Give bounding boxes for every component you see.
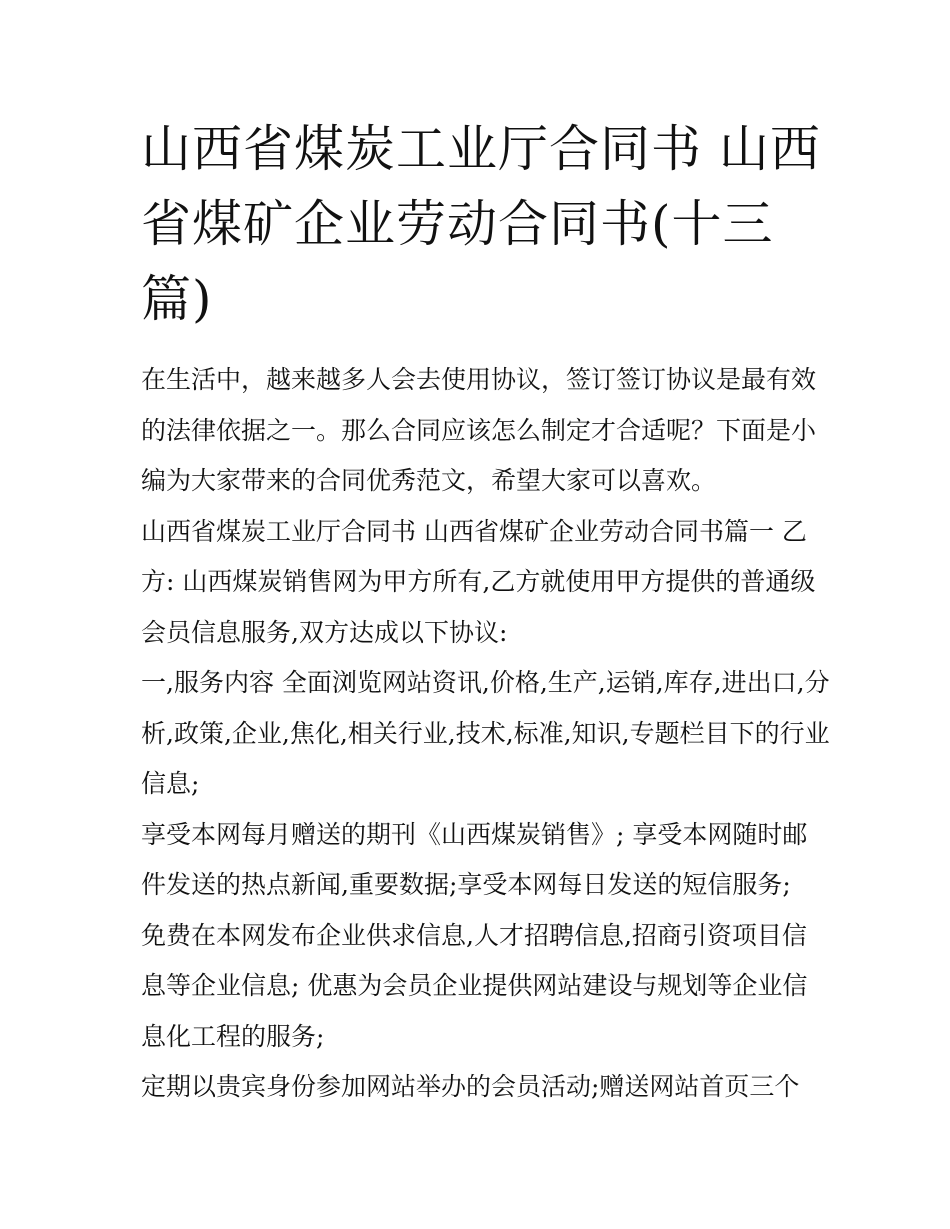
paragraph-free-publishing — [141, 911, 821, 1063]
text-line: 会员信息服务,双方达成以下协议: — [141, 617, 508, 647]
title-line-1: 山西省煤炭工业厅合同书 山西 — [141, 120, 821, 178]
text-line: 享受本网每月赠送的期刊《山西煤炭销售》; 享受本网随时邮 — [141, 819, 808, 849]
paragraph-service-content — [141, 658, 830, 810]
text-line: 在生活中，越来越多人会去使用协议，签订签订协议是最有效 — [141, 365, 817, 394]
text-line: 定期以贵宾身份参加网站举办的会员活动;赠送网站首页三个 — [141, 1072, 800, 1101]
text-line: 免费在本网发布企业供求信息,人才招聘信息,招商引资项目信 — [141, 920, 807, 950]
paragraph-periodical — [141, 810, 821, 911]
paragraph-contract-parties — [141, 507, 821, 659]
paragraph-member-activities — [141, 1062, 821, 1113]
text-line: 息化工程的服务; — [141, 1021, 325, 1051]
text-line: 信息; — [141, 769, 200, 798]
title-line-3: 篇) — [141, 270, 213, 328]
text-line: 析,政策,企业,焦化,相关行业,技术,标准,知识,专题栏目下的行业 — [141, 718, 830, 748]
text-line: 一,服务内容 全面浏览网站资讯,价格,生产,运销,库存,进出口,分 — [141, 668, 830, 697]
text-line: 山西省煤炭工业厅合同书 山西省煤矿企业劳动合同书篇一 乙 — [141, 516, 807, 546]
paragraph-intro — [141, 355, 821, 507]
document-body — [141, 355, 830, 1113]
text-line: 编为大家带来的合同优秀范文，希望大家可以喜欢。 — [141, 466, 717, 495]
document-page — [141, 112, 830, 1113]
text-line: 方: 山西煤炭销售网为甲方所有,乙方就使用甲方提供的普通级 — [141, 567, 816, 596]
text-line: 件发送的热点新闻,重要数据;享受本网每日发送的短信服务; — [141, 870, 791, 899]
text-line: 息等企业信息; 优惠为会员企业提供网站建设与规划等企业信 — [141, 971, 808, 1000]
text-line: 的法律依据之一。那么合同应该怎么制定才合适呢？下面是小 — [141, 415, 817, 445]
document-title — [141, 112, 821, 337]
title-line-2: 省煤矿企业劳动合同书(十三 — [141, 195, 774, 253]
